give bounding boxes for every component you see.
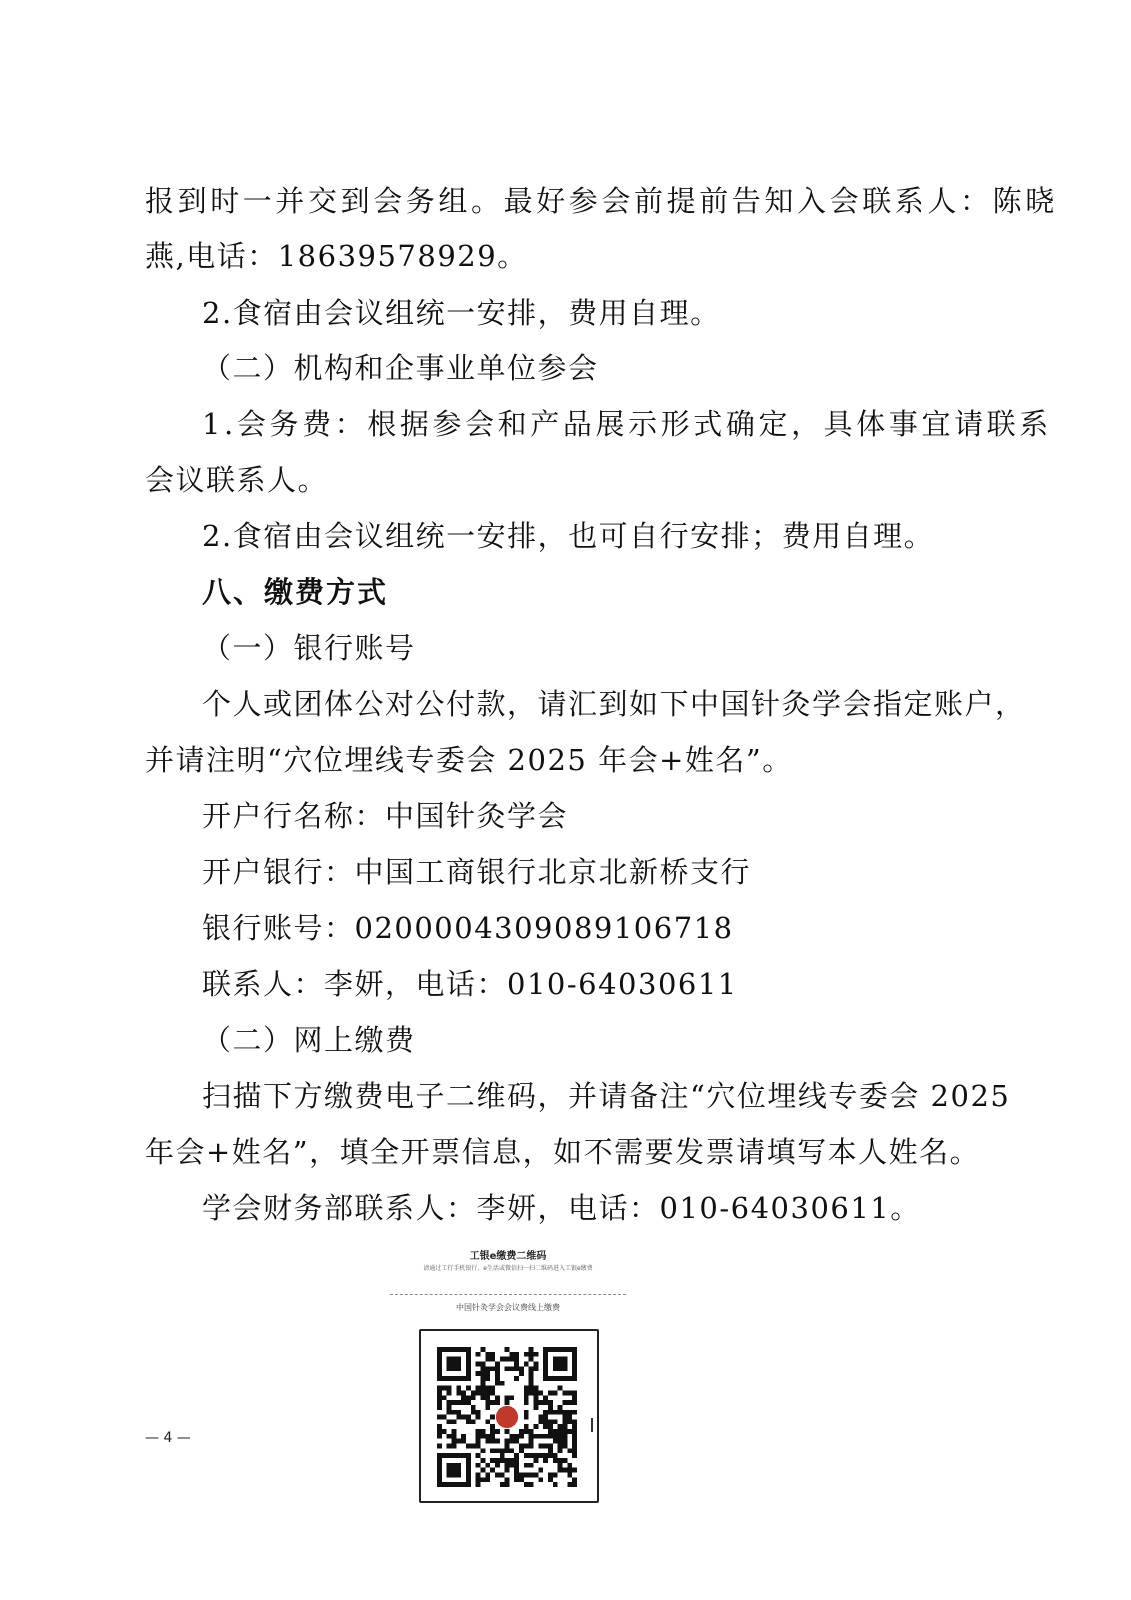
qr-divider [390,1294,626,1295]
qr-frame [419,1329,599,1503]
account-name: 开户行名称：中国针灸学会 [202,799,569,833]
crop-mark [591,1418,593,1432]
account-contact: 联系人：李妍，电话：010-64030611 [202,967,738,1001]
paragraph-line: 报到时一并交到会务组。最好参会前提前告知入会联系人：陈晓 [145,184,1058,218]
account-bank: 开户银行：中国工商银行北京北新桥支行 [202,855,752,889]
paragraph-line: 个人或团体公对公付款，请汇到如下中国针灸学会指定账户， [202,687,1026,721]
section-subheading: （一）银行账号 [202,631,416,665]
section-heading: 八、缴费方式 [202,575,389,609]
paragraph-line: 并请注明“穴位埋线专委会 2025 年会+姓名”。 [145,743,793,777]
paragraph-line: 燕,电话：18639578929。 [145,239,528,273]
finance-contact: 学会财务部联系人：李妍，电话：010-64030611。 [202,1191,921,1225]
qr-subtitle: 请通过工行手机银行、e生活或微信扫一扫二维码进入工银e缴费 [423,1265,593,1272]
paragraph-line: 年会+姓名”，填全开票信息，如不需要发票请填写本人姓名。 [145,1135,981,1169]
paragraph-line: 1.会务费：根据参会和产品展示形式确定，具体事宜请联系 [202,407,1052,441]
paragraph-line: 2.食宿由会议组统一安排，费用自理。 [202,296,721,330]
qr-caption: 中国针灸学会会议费线上缴费 [456,1303,560,1312]
paragraph-line: 2.食宿由会议组统一安排，也可自行安排；费用自理。 [202,519,935,553]
qr-title: 工银e缴费二维码 [469,1251,547,1262]
account-number: 银行账号：0200004309089106718 [202,911,734,945]
section-subheading: （二）网上缴费 [202,1023,416,1057]
payment-qr-panel [390,1243,626,1513]
page-number: — 4 — [145,1430,191,1446]
paragraph-line: 扫描下方缴费电子二维码，并请备注“穴位埋线专委会 2025 [202,1079,1011,1113]
qr-code-icon[interactable] [437,1347,577,1487]
section-subheading: （二）机构和企事业单位参会 [202,351,599,385]
paragraph-line: 会议联系人。 [145,463,329,497]
